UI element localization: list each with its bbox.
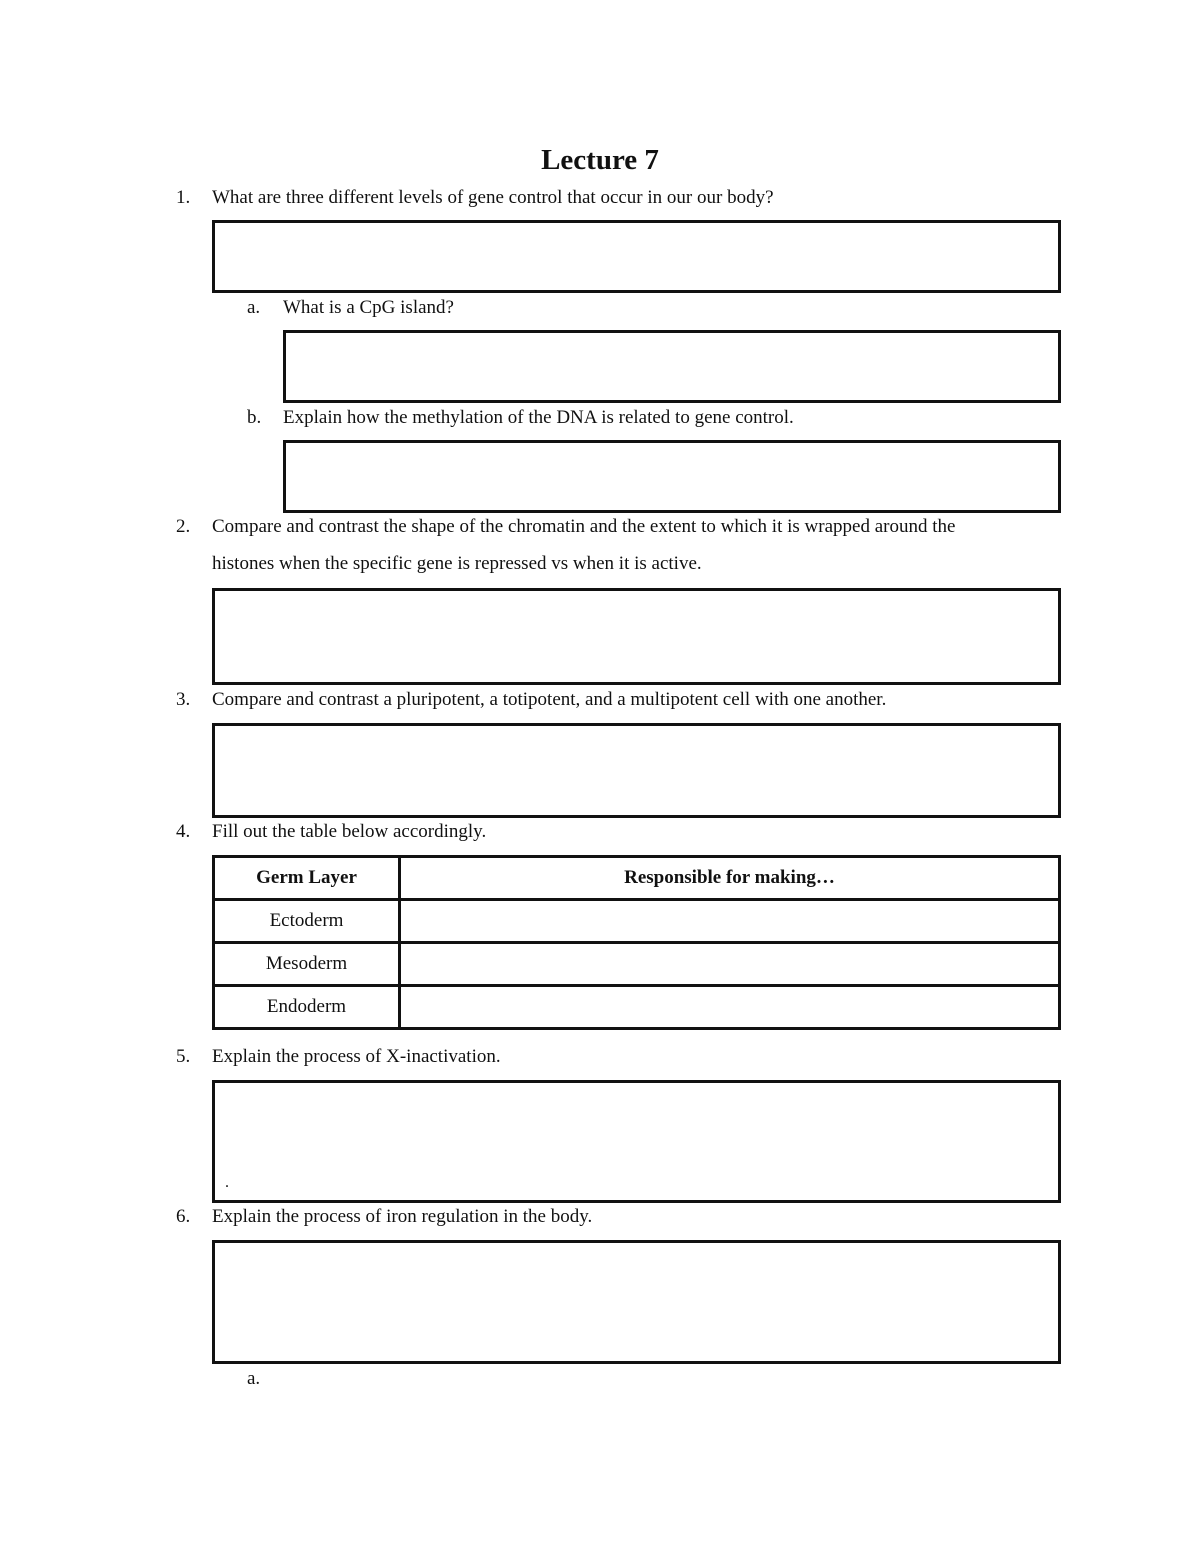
cell-responsible-ectoderm[interactable] (400, 900, 1060, 943)
table-row (214, 986, 1060, 1029)
q1a-letter: a. (247, 297, 261, 318)
cell-responsible-mesoderm[interactable] (400, 943, 1060, 986)
q2-number: 2. (176, 516, 191, 537)
q2-answer-box[interactable] (212, 588, 1061, 685)
q2-text-line1: Compare and contrast the shape of the chromatin and the extent to which it is wrapped around the (212, 516, 956, 537)
germ-layer-table (212, 855, 1061, 1030)
q6-answer-box[interactable] (212, 1240, 1061, 1364)
header-responsible: Responsible for making… (400, 857, 1060, 900)
q5-box-mark: . (225, 1174, 229, 1191)
q2-text-line2: histones when the specific gene is repressed vs when it is active. (212, 553, 702, 574)
q6-text: Explain the process of iron regulation in the body. (212, 1206, 593, 1227)
q4-number: 4. (176, 821, 191, 842)
table-row (214, 900, 1060, 943)
table-header-row (214, 857, 1060, 900)
q3-answer-box[interactable] (212, 723, 1061, 818)
q1-number: 1. (176, 187, 191, 208)
cell-layer-ectoderm: Ectoderm (214, 900, 400, 943)
q1b-text: Explain how the methylation of the DNA is related to gene control. (283, 407, 794, 428)
header-germ-layer: Germ Layer (214, 857, 400, 900)
q1a-text: What is a CpG island? (283, 297, 454, 318)
cell-layer-endoderm: Endoderm (214, 986, 400, 1029)
q5-number: 5. (176, 1046, 191, 1067)
q1-text: What are three different levels of gene control that occur in our our body? (212, 187, 774, 208)
q4-text: Fill out the table below accordingly. (212, 821, 487, 842)
table-row (214, 943, 1060, 986)
q6a-letter: a. (247, 1368, 261, 1389)
cell-responsible-endoderm[interactable] (400, 986, 1060, 1029)
q1-answer-box[interactable] (212, 220, 1061, 293)
q1b-answer-box[interactable] (283, 440, 1061, 513)
q1a-answer-box[interactable] (283, 330, 1061, 403)
q5-text: Explain the process of X-inactivation. (212, 1046, 501, 1067)
q3-text: Compare and contrast a pluripotent, a totipotent, and a multipotent cell with one another. (212, 689, 887, 710)
q3-number: 3. (176, 689, 191, 710)
q1b-letter: b. (247, 407, 262, 428)
q5-answer-box[interactable] (212, 1080, 1061, 1203)
q6-number: 6. (176, 1206, 191, 1227)
page-title: Lecture 7 (541, 144, 659, 176)
cell-layer-mesoderm: Mesoderm (214, 943, 400, 986)
